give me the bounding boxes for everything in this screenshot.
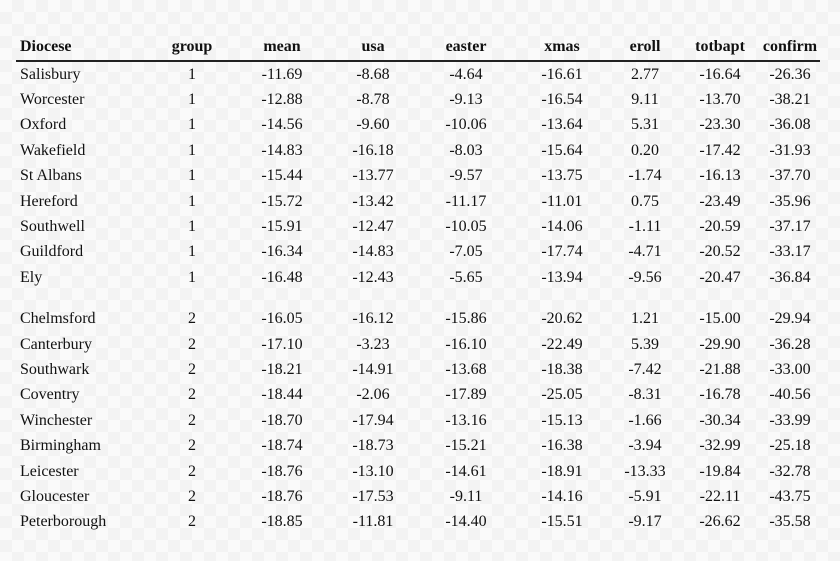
value-cell-easter: -9.11 <box>449 487 483 505</box>
value-cell-confirm: -36.28 <box>769 335 811 353</box>
value-cell-easter: -9.57 <box>449 167 483 185</box>
diocese-name-cell: Gloucester <box>20 487 90 505</box>
table-row <box>16 189 820 214</box>
value-cell-mean: -14.56 <box>261 116 303 134</box>
value-cell-easter: -9.13 <box>449 91 483 109</box>
column-header-totbapt: totbapt <box>680 33 760 61</box>
value-cell-xmas: -15.13 <box>541 411 583 429</box>
value-cell-totbapt: -16.78 <box>699 386 741 404</box>
diocese-name-cell: Leicester <box>20 462 79 480</box>
value-cell-confirm: -37.17 <box>769 218 811 236</box>
value-cell-eroll: 5.39 <box>631 335 659 353</box>
value-cell-eroll: -5.91 <box>628 487 662 505</box>
value-cell-group: 2 <box>188 335 196 353</box>
value-cell-usa: -13.42 <box>352 192 394 210</box>
diocese-name-cell: Hereford <box>20 192 78 210</box>
value-cell-xmas: -14.06 <box>541 218 583 236</box>
value-cell-totbapt: -15.00 <box>699 310 741 328</box>
value-cell-totbapt: -23.30 <box>699 116 741 134</box>
value-cell-confirm: -40.56 <box>769 386 811 404</box>
value-cell-group: 2 <box>188 513 196 531</box>
value-cell-confirm: -36.84 <box>769 268 811 286</box>
diocese-name-cell: Chelmsford <box>20 310 96 328</box>
value-cell-xmas: -20.62 <box>541 310 583 328</box>
diocese-name-cell: Coventry <box>20 386 80 404</box>
value-cell-totbapt: -32.99 <box>699 437 741 455</box>
value-cell-eroll: 5.31 <box>631 116 659 134</box>
value-cell-usa: -14.83 <box>352 243 394 261</box>
value-cell-usa: -9.60 <box>356 116 390 134</box>
value-cell-group: 2 <box>188 360 196 378</box>
value-cell-eroll: 9.11 <box>631 91 659 109</box>
value-cell-eroll: -7.42 <box>628 360 662 378</box>
value-cell-confirm: -31.93 <box>769 141 811 159</box>
value-cell-usa: -18.73 <box>352 437 394 455</box>
value-cell-confirm: -33.00 <box>769 360 811 378</box>
diocese-name-cell: Southwark <box>20 360 90 378</box>
table-row <box>16 307 820 332</box>
value-cell-eroll: -1.11 <box>628 218 662 236</box>
value-cell-usa: -12.47 <box>352 218 394 236</box>
column-header-diocese: Diocese <box>16 33 148 61</box>
value-cell-usa: -14.91 <box>352 360 394 378</box>
value-cell-xmas: -18.91 <box>541 462 583 480</box>
table-row <box>16 265 820 290</box>
value-cell-confirm: -29.94 <box>769 310 811 328</box>
value-cell-mean: -12.88 <box>261 91 303 109</box>
value-cell-mean: -18.76 <box>261 487 303 505</box>
value-cell-eroll: -4.71 <box>628 243 662 261</box>
value-cell-mean: -16.05 <box>261 310 303 328</box>
table-header <box>16 33 820 61</box>
value-cell-confirm: -36.08 <box>769 116 811 134</box>
value-cell-eroll: 0.20 <box>631 141 659 159</box>
value-cell-mean: -18.44 <box>261 386 303 404</box>
value-cell-xmas: -15.51 <box>541 513 583 531</box>
diocese-name-cell: St Albans <box>20 167 82 185</box>
value-cell-usa: -13.77 <box>352 167 394 185</box>
value-cell-totbapt: -19.84 <box>699 462 741 480</box>
diocese-name-cell: Wakefield <box>20 141 86 159</box>
value-cell-mean: -14.83 <box>261 141 303 159</box>
value-cell-xmas: -16.38 <box>541 437 583 455</box>
value-cell-usa: -8.78 <box>356 91 390 109</box>
value-cell-usa: -12.43 <box>352 268 394 286</box>
value-cell-xmas: -16.54 <box>541 91 583 109</box>
value-cell-easter: -15.86 <box>445 310 487 328</box>
group-separator-row <box>16 291 820 307</box>
group-separator-cell <box>16 291 820 307</box>
column-header-easter: easter <box>418 33 514 61</box>
column-header-confirm: confirm <box>760 33 820 61</box>
diocese-name-cell: Guildford <box>20 243 84 261</box>
value-cell-xmas: -16.61 <box>541 65 583 83</box>
value-cell-totbapt: -20.52 <box>699 243 741 261</box>
value-cell-mean: -17.10 <box>261 335 303 353</box>
value-cell-group: 2 <box>188 310 196 328</box>
value-cell-group: 2 <box>188 462 196 480</box>
value-cell-easter: -13.16 <box>445 411 487 429</box>
value-cell-totbapt: -30.34 <box>699 411 741 429</box>
diocese-name-cell: Winchester <box>20 411 93 429</box>
value-cell-group: 2 <box>188 437 196 455</box>
value-cell-totbapt: -13.70 <box>699 91 741 109</box>
table-row <box>16 484 820 509</box>
value-cell-usa: -16.18 <box>352 141 394 159</box>
value-cell-eroll: -1.74 <box>628 167 662 185</box>
table-row <box>16 61 820 87</box>
value-cell-totbapt: -20.59 <box>699 218 741 236</box>
column-header-eroll: eroll <box>610 33 680 61</box>
value-cell-mean: -18.76 <box>261 462 303 480</box>
value-cell-group: 2 <box>188 487 196 505</box>
value-cell-totbapt: -22.11 <box>699 487 741 505</box>
value-cell-xmas: -15.64 <box>541 141 583 159</box>
value-cell-totbapt: -23.49 <box>699 192 741 210</box>
header-row <box>16 33 820 61</box>
value-cell-usa: -3.23 <box>356 335 390 353</box>
value-cell-eroll: 2.77 <box>631 65 659 83</box>
column-header-usa: usa <box>328 33 418 61</box>
value-cell-group: 1 <box>188 167 196 185</box>
value-cell-usa: -17.53 <box>352 487 394 505</box>
diocese-statistics-table <box>16 33 820 535</box>
value-cell-confirm: -33.99 <box>769 411 811 429</box>
value-cell-usa: -17.94 <box>352 411 394 429</box>
table-row <box>16 433 820 458</box>
value-cell-mean: -16.34 <box>261 243 303 261</box>
value-cell-mean: -18.85 <box>261 513 303 531</box>
value-cell-xmas: -13.75 <box>541 167 583 185</box>
value-cell-group: 1 <box>188 141 196 159</box>
value-cell-totbapt: -16.64 <box>699 65 741 83</box>
diocese-name-cell: Southwell <box>20 218 85 236</box>
value-cell-usa: -16.12 <box>352 310 394 328</box>
value-cell-confirm: -26.36 <box>769 65 811 83</box>
value-cell-mean: -15.44 <box>261 167 303 185</box>
value-cell-mean: -18.21 <box>261 360 303 378</box>
value-cell-mean: -18.70 <box>261 411 303 429</box>
value-cell-group: 1 <box>188 116 196 134</box>
table-row <box>16 510 820 535</box>
value-cell-usa: -13.10 <box>352 462 394 480</box>
value-cell-eroll: -9.17 <box>628 513 662 531</box>
value-cell-group: 1 <box>188 91 196 109</box>
value-cell-xmas: -25.05 <box>541 386 583 404</box>
value-cell-eroll: 1.21 <box>631 310 659 328</box>
diocese-name-cell: Salisbury <box>20 65 81 83</box>
value-cell-easter: -10.05 <box>445 218 487 236</box>
value-cell-usa: -11.81 <box>352 513 394 531</box>
value-cell-totbapt: -26.62 <box>699 513 741 531</box>
column-header-mean: mean <box>236 33 328 61</box>
value-cell-confirm: -38.21 <box>769 91 811 109</box>
diocese-name-cell: Peterborough <box>20 513 107 531</box>
value-cell-confirm: -33.17 <box>769 243 811 261</box>
value-cell-confirm: -35.58 <box>769 513 811 531</box>
value-cell-totbapt: -17.42 <box>699 141 741 159</box>
value-cell-group: 2 <box>188 411 196 429</box>
value-cell-eroll: -1.66 <box>628 411 662 429</box>
value-cell-easter: -4.64 <box>449 65 483 83</box>
value-cell-usa: -8.68 <box>356 65 390 83</box>
value-cell-xmas: -11.01 <box>541 192 583 210</box>
value-cell-easter: -5.65 <box>449 268 483 286</box>
value-cell-easter: -15.21 <box>445 437 487 455</box>
value-cell-group: 2 <box>188 386 196 404</box>
column-header-group: group <box>148 33 236 61</box>
table-row <box>16 332 820 357</box>
value-cell-confirm: -35.96 <box>769 192 811 210</box>
value-cell-usa: -2.06 <box>356 386 390 404</box>
diocese-name-cell: Canterbury <box>20 335 92 353</box>
value-cell-confirm: -32.78 <box>769 462 811 480</box>
value-cell-xmas: -13.94 <box>541 268 583 286</box>
value-cell-group: 1 <box>188 243 196 261</box>
value-cell-easter: -16.10 <box>445 335 487 353</box>
value-cell-easter: -10.06 <box>445 116 487 134</box>
table-row <box>16 138 820 163</box>
value-cell-group: 1 <box>188 268 196 286</box>
value-cell-eroll: -3.94 <box>628 437 662 455</box>
value-cell-xmas: -14.16 <box>541 487 583 505</box>
value-cell-xmas: -17.74 <box>541 243 583 261</box>
column-header-xmas: xmas <box>514 33 610 61</box>
diocese-name-cell: Ely <box>20 268 43 286</box>
diocese-name-cell: Worcester <box>20 91 85 109</box>
value-cell-group: 1 <box>188 65 196 83</box>
value-cell-totbapt: -16.13 <box>699 167 741 185</box>
value-cell-easter: -8.03 <box>449 141 483 159</box>
value-cell-group: 1 <box>188 192 196 210</box>
value-cell-totbapt: -20.47 <box>699 268 741 286</box>
value-cell-group: 1 <box>188 218 196 236</box>
table-row <box>16 214 820 239</box>
table-row <box>16 240 820 265</box>
value-cell-mean: -16.48 <box>261 268 303 286</box>
value-cell-easter: -13.68 <box>445 360 487 378</box>
table-row <box>16 164 820 189</box>
value-cell-totbapt: -29.90 <box>699 335 741 353</box>
value-cell-mean: -15.91 <box>261 218 303 236</box>
value-cell-eroll: -13.33 <box>624 462 666 480</box>
diocese-name-cell: Birmingham <box>20 437 101 455</box>
value-cell-mean: -11.69 <box>261 65 303 83</box>
table-row <box>16 357 820 382</box>
value-cell-easter: -17.89 <box>445 386 487 404</box>
value-cell-xmas: -22.49 <box>541 335 583 353</box>
value-cell-easter: -7.05 <box>449 243 483 261</box>
value-cell-easter: -11.17 <box>445 192 487 210</box>
value-cell-eroll: -8.31 <box>628 386 662 404</box>
value-cell-eroll: -9.56 <box>628 268 662 286</box>
table-row <box>16 113 820 138</box>
table-row <box>16 408 820 433</box>
value-cell-mean: -15.72 <box>261 192 303 210</box>
value-cell-easter: -14.61 <box>445 462 487 480</box>
value-cell-confirm: -25.18 <box>769 437 811 455</box>
table-row <box>16 87 820 112</box>
table-body <box>16 61 820 535</box>
value-cell-mean: -18.74 <box>261 437 303 455</box>
value-cell-eroll: 0.75 <box>631 192 659 210</box>
diocese-name-cell: Oxford <box>20 116 67 134</box>
value-cell-easter: -14.40 <box>445 513 487 531</box>
value-cell-totbapt: -21.88 <box>699 360 741 378</box>
value-cell-xmas: -18.38 <box>541 360 583 378</box>
value-cell-confirm: -43.75 <box>769 487 811 505</box>
value-cell-xmas: -13.64 <box>541 116 583 134</box>
table-row <box>16 459 820 484</box>
table-row <box>16 383 820 408</box>
value-cell-confirm: -37.70 <box>769 167 811 185</box>
